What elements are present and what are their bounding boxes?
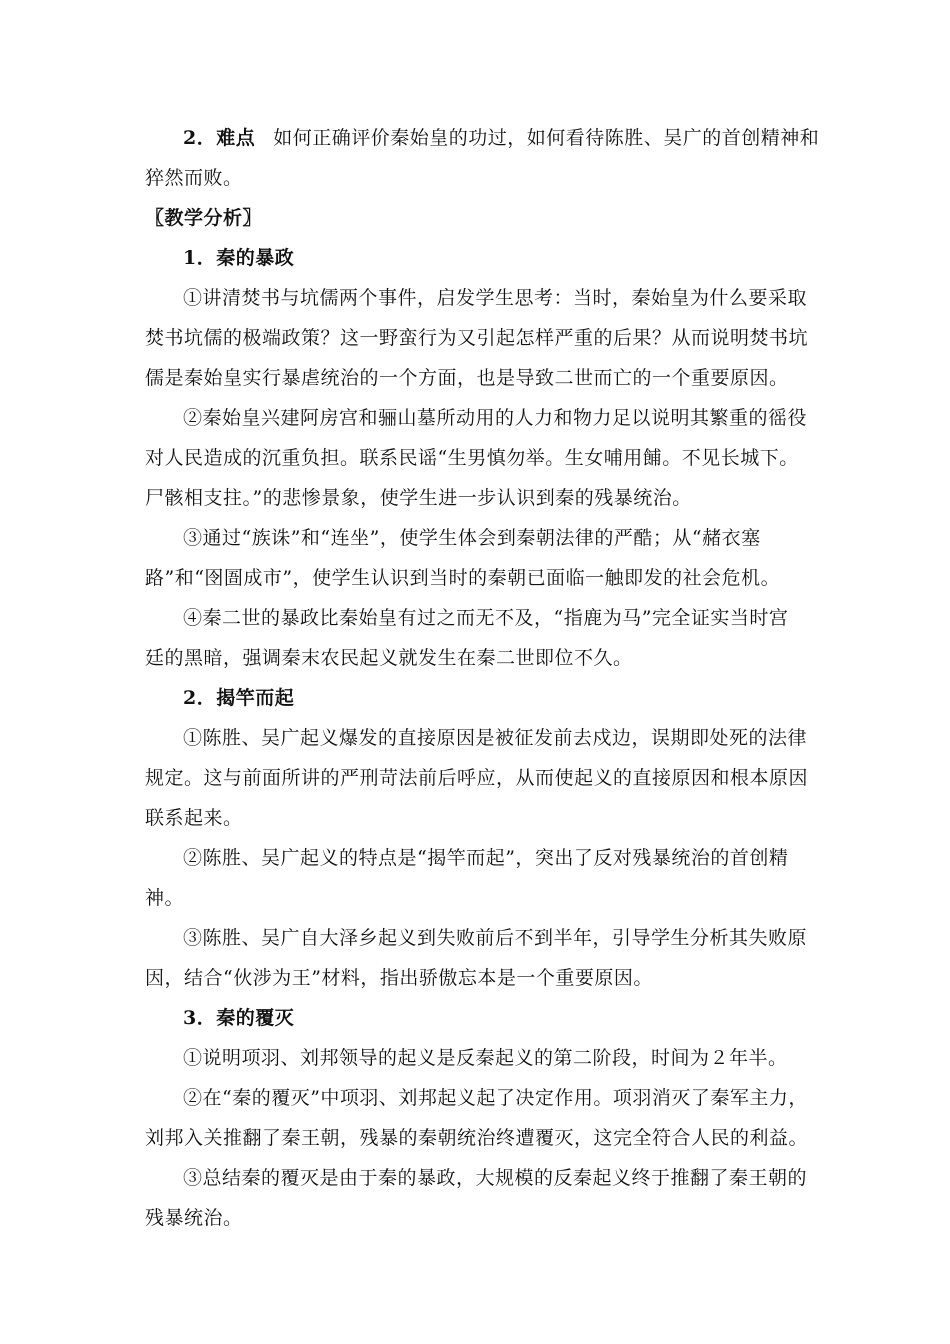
paragraph-line: ③陈胜、吴广自大泽乡起义到失败前后不到半年，引导学生分析其失败原 [183, 927, 808, 949]
paragraph-line: ①陈胜、吴广起义爆发的直接原因是被征发前去戍边，误期即处死的法律 [183, 727, 808, 749]
paragraph-line: 路”和“囹圄成市”，使学生认识到当时的秦朝已面临一触即发的社会危机。 [145, 567, 781, 589]
analysis-heading: 〖教学分析〗 [145, 207, 263, 229]
difficulty-line [145, 118, 820, 158]
paragraph-line: 神。 [145, 887, 185, 909]
section-1-title: 1．秦的暴政 [183, 247, 295, 269]
paragraph-line: 廷的黑暗，强调秦末农民起义就发生在秦二世即位不久。 [145, 647, 633, 669]
document-body [145, 118, 820, 1238]
difficulty-text: 如何正确评价秦始皇的功过，如何看待陈胜、吴广的首创精神和 [273, 127, 820, 149]
paragraph-line: ③总结秦的覆灭是由于秦的暴政，大规模的反秦起义终于推翻了秦王朝的 [183, 1167, 808, 1189]
difficulty-text-cont: 猝然而败。 [145, 167, 243, 189]
paragraph-line: 尸骸相支拄。”的悲惨景象，使学生进一步认识到秦的残暴统治。 [145, 487, 692, 509]
paragraph-line: 规定。这与前面所讲的严刑苛法前后呼应，从而使起义的直接原因和根本原因 [145, 767, 809, 789]
paragraph-line: 刘邦入关推翻了秦王朝，残暴的秦朝统治终遭覆灭，这完全符合人民的利益。 [145, 1127, 809, 1149]
section-3-title: 3．秦的覆灭 [183, 1007, 295, 1029]
difficulty-label: 2．难点 [183, 127, 256, 149]
section-2-title: 2．揭竿而起 [183, 687, 295, 709]
paragraph-line: 因，结合“伙涉为王”材料，指出骄傲忘本是一个重要原因。 [145, 967, 653, 989]
paragraph-line: ①说明项羽、刘邦领导的起义是反秦起义的第二阶段，时间为２年半。 [183, 1047, 788, 1069]
paragraph-line: ②陈胜、吴广起义的特点是“揭竿而起”，突出了反对残暴统治的首创精 [183, 847, 789, 869]
paragraph-line: ④秦二世的暴政比秦始皇有过之而无不及，“指鹿为马”完全证实当时宫 [183, 607, 789, 629]
paragraph-line: ②秦始皇兴建阿房宫和骊山墓所动用的人力和物力足以说明其繁重的徭役 [183, 407, 808, 429]
paragraph-line: ③通过“族诛”和“连坐”，使学生体会到秦朝法律的严酷；从“赭衣塞 [183, 527, 761, 549]
paragraph-line: ①讲清焚书与坑儒两个事件，启发学生思考：当时，秦始皇为什么要采取 [183, 287, 808, 309]
paragraph-line: ②在“秦的覆灭”中项羽、刘邦起义起了决定作用。项羽消灭了秦军主力， [183, 1087, 808, 1109]
paragraph-line: 对人民造成的沉重负担。联系民谣“生男慎勿举。生女哺用餔。不见长城下。 [145, 447, 799, 469]
paragraph-line: 联系起来。 [145, 807, 243, 829]
paragraph-line: 儒是秦始皇实行暴虐统治的一个方面，也是导致二世而亡的一个重要原因。 [145, 367, 789, 389]
paragraph-line: 残暴统治。 [145, 1207, 243, 1229]
paragraph-line: 焚书坑儒的极端政策？这一野蛮行为又引起怎样严重的后果？从而说明焚书坑 [145, 327, 809, 349]
